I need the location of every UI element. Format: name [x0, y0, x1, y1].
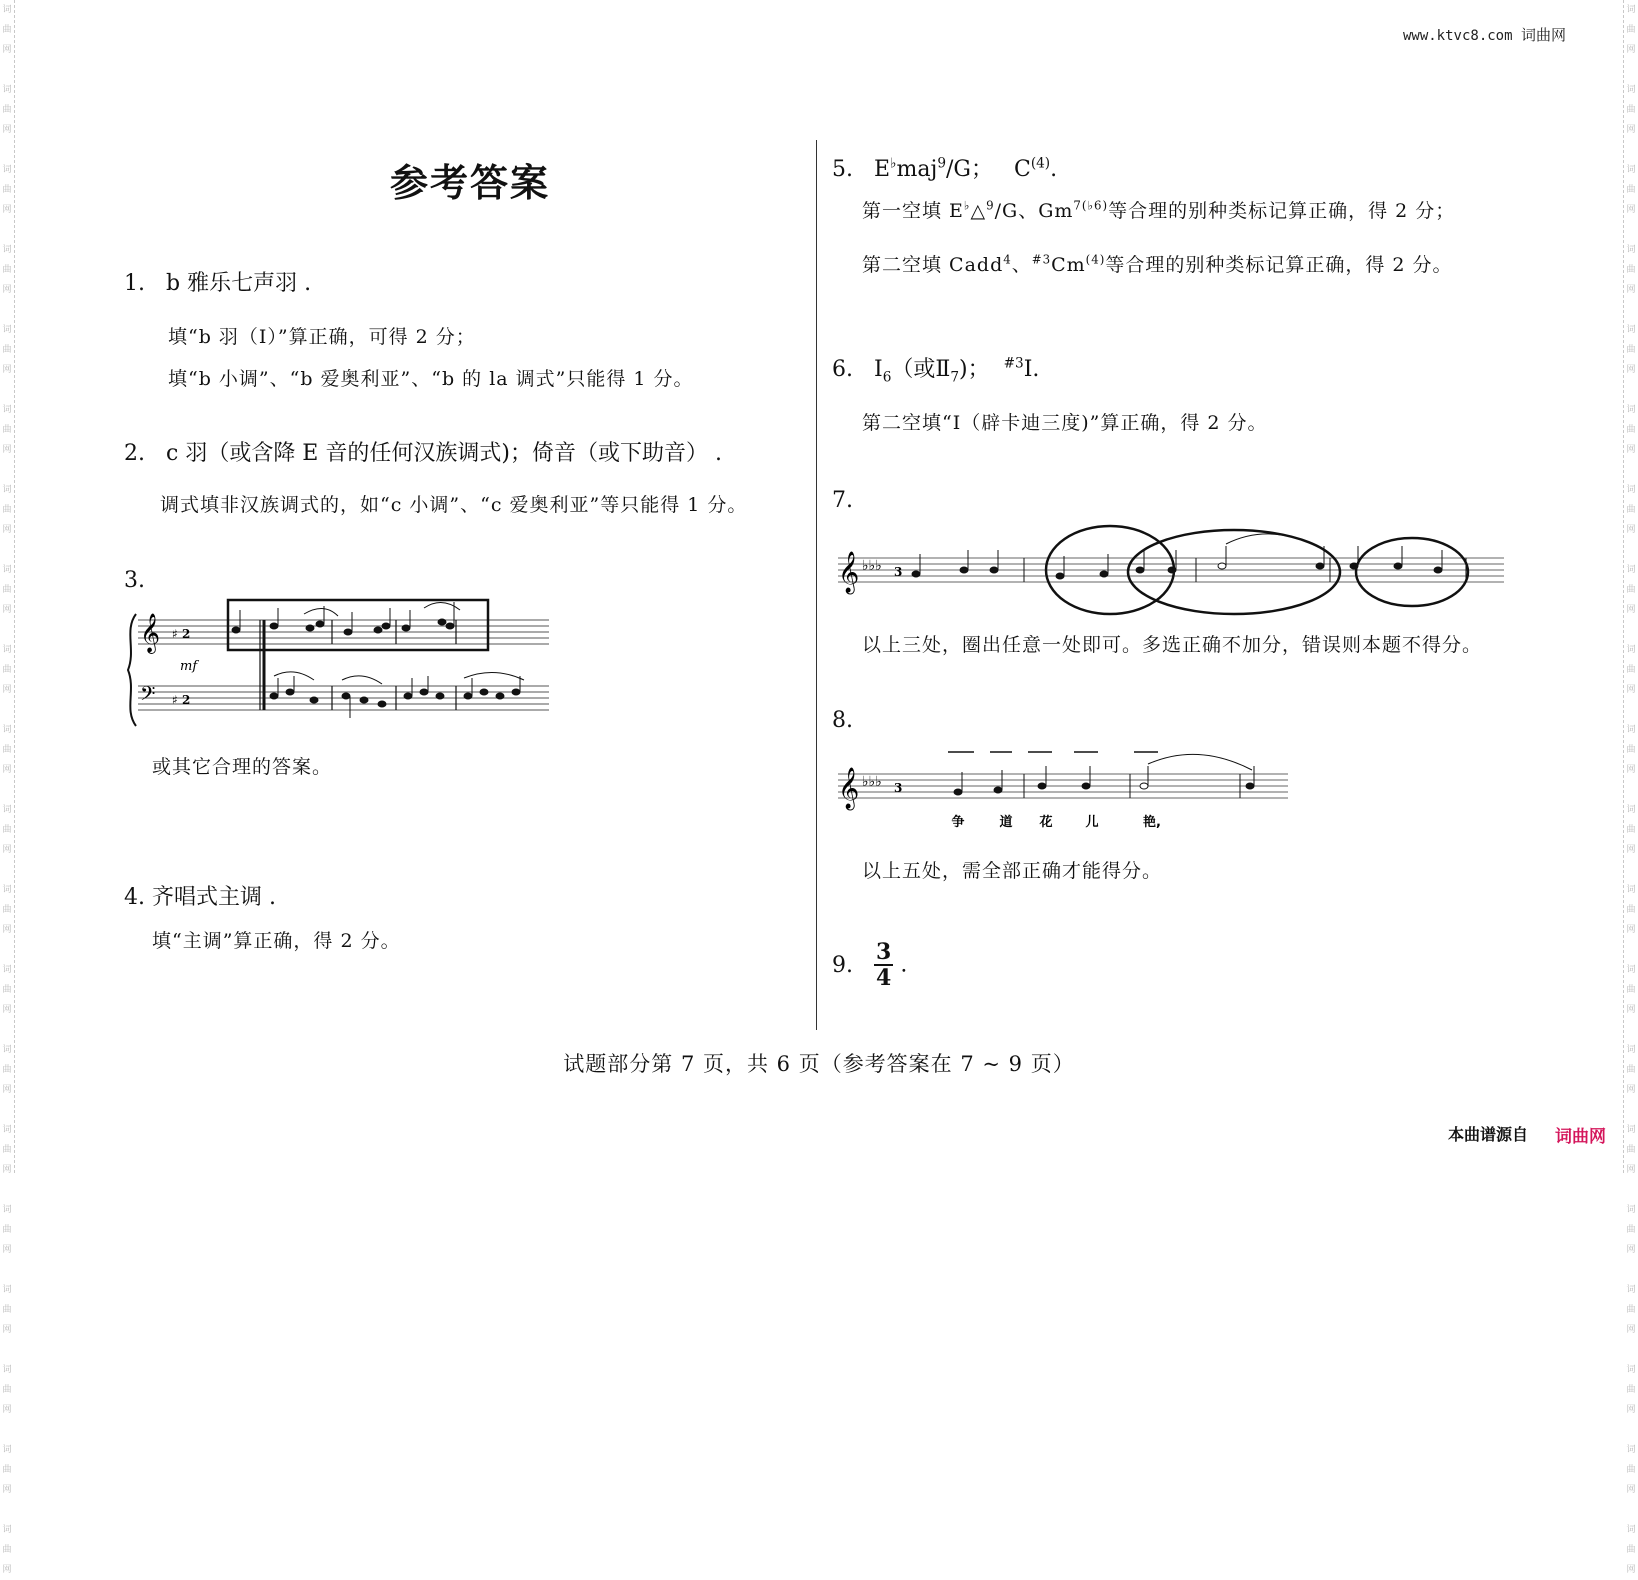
q4-answer-line: [124, 880, 276, 911]
q3-dynamic-mark: mf: [180, 659, 198, 674]
q4-end: .: [269, 885, 277, 910]
q1-end: .: [304, 271, 312, 296]
q8-treble-clef-icon: 𝄞: [838, 768, 860, 809]
q6-b-sharp: #3: [1003, 355, 1024, 372]
q8-note: 以上五处，需全部正确才能得分。: [862, 860, 1163, 882]
q2-end: .: [714, 441, 722, 466]
q6-number: 6.: [832, 357, 853, 382]
q5-a-root: E: [874, 157, 891, 182]
q2-number: 2.: [124, 441, 145, 466]
q5-a-flat: ♭: [890, 155, 897, 172]
q1-note-2: 填“b 小调”、“b 爱奥利亚”、“b 的 la 调式”只能得 1 分。: [168, 368, 694, 390]
barlines: [260, 620, 456, 710]
page-title: 参考答案: [390, 161, 551, 205]
q5-a-bass: /G；: [945, 157, 993, 182]
q6-b: Ⅰ: [1023, 357, 1033, 382]
q8-time-signature: 3: [894, 781, 903, 795]
site-url[interactable]: www.ktvc8.com: [1402, 28, 1513, 44]
q9-time-signature: $\frac{3}{4}$: [876, 939, 892, 991]
q6-end: .: [1032, 357, 1040, 382]
q7-number: 7.: [832, 488, 853, 513]
q8-notes: [954, 754, 1254, 795]
q1-answer: b 雅乐七声羽: [166, 271, 298, 296]
q6-a2-sub: 7: [950, 369, 960, 386]
q8-lyrics: [951, 814, 1160, 830]
q3-note-1: 或其它合理的答案。: [152, 756, 333, 778]
q5-b-root: C: [1013, 157, 1031, 182]
q5-b-ext: (4): [1030, 155, 1051, 172]
treble-notes: [232, 602, 460, 635]
q6-a1: Ⅰ: [874, 357, 883, 382]
q6-a-mid: （或Ⅱ: [891, 357, 951, 382]
treble-clef-icon: 𝄞: [140, 613, 161, 653]
site-name[interactable]: 词曲网: [1520, 26, 1566, 44]
grand-staff-brace: [128, 614, 136, 726]
q7-treble-clef-icon: 𝄞: [838, 552, 860, 593]
q8-number: 8.: [832, 708, 853, 733]
q3-number: 3.: [124, 568, 145, 593]
q4-note-1: 填“主调”算正确，得 2 分。: [152, 930, 401, 952]
q1-answer-line: [124, 266, 311, 297]
q7-circle-3: [1356, 538, 1468, 606]
time-sig-bass: ♯ 2: [172, 693, 191, 707]
q5-note-2: 第二空填 Cadd$^4$、$^{\#3}$Cm$^{(4)}$等合理的别种类标记算正确，得 2 分。: [862, 252, 1453, 276]
q4-answer: 齐唱式主调: [152, 885, 263, 910]
site-header: [1403, 24, 1566, 45]
q5-note-1: 第一空填 E♭△$^9$/G、$Gm^{7(♭6)}$等合理的别种类标记算正确，得 2 分；: [862, 198, 1456, 222]
q8-lyric-2: 花: [1039, 815, 1053, 830]
q1-number: 1.: [124, 271, 145, 296]
q8-staff: [838, 774, 1288, 798]
q7-melody-score: [838, 524, 1510, 616]
q5-end: .: [1050, 157, 1058, 182]
q6-a1-sub: 6: [882, 369, 892, 386]
bass-clef-icon: 𝄢: [140, 682, 156, 710]
q8-lyric-3: 儿: [1085, 815, 1099, 830]
q5-a-ext: 9: [937, 155, 946, 172]
q5-a-quality: maj: [896, 157, 938, 182]
q6-answer-line: [832, 352, 1039, 385]
page-footer: 试题部分第 7 页，共 6 页（参考答案在 7 ~ 9 页）: [563, 1052, 1075, 1076]
q7-circle-2: [1128, 530, 1340, 614]
q2-note-1: 调式填非汉族调式的，如“c 小调”、“c 爱奥利亚”等只能得 1 分。: [160, 494, 748, 516]
q5-number: 5.: [832, 157, 853, 182]
source-brand[interactable]: 词曲网: [1555, 1127, 1606, 1147]
q8-lyric-1: 道: [999, 815, 1013, 830]
q1-note-1: 填“b 羽（Ⅰ）”算正确，可得 2 分；: [168, 326, 476, 348]
q9-number: 9.: [832, 952, 853, 978]
q8-lyric-4: 艳,: [1143, 815, 1161, 830]
q8-melody-score: [838, 744, 1298, 834]
q4-number: 4.: [124, 885, 145, 910]
q8-key-signature: ♭♭♭: [862, 774, 882, 790]
q2-answer-line: [124, 436, 722, 467]
q7-time-signature: 3: [894, 565, 903, 579]
q6-a-close: )；: [959, 357, 990, 382]
column-divider: [816, 140, 817, 1030]
q2-answer: c 羽（或含降 E 音的任何汉族调式)；倚音（或下助音）: [166, 441, 708, 466]
q9-answer-line: [832, 940, 907, 990]
q7-note: 以上三处，圈出任意一处即可。多选正确不加分，错误则本题不得分。: [862, 634, 1483, 656]
q8-lyric-0: 争: [951, 815, 965, 830]
side-watermark-left: 词 曲 网 词 曲 网 词 曲 网 词 曲 网 词 曲 网 词 曲 网 词 曲 网 词 曲 网 词 曲 网 词 曲 网 词 曲 网 词 曲 网 词 曲 网 词 曲 网 词 曲 网 词 曲 网 词 曲 网 词 曲 网 词 曲 网 词 曲 网: [0, 0, 15, 1173]
q9-end: .: [900, 952, 908, 978]
bass-notes: [270, 672, 524, 718]
q6-note: 第二空填“Ⅰ（辟卡迪三度)”算正确，得 2 分。: [862, 412, 1268, 434]
q7-key-signature: ♭♭♭: [862, 558, 882, 574]
q5-answer-line: [832, 152, 1057, 183]
side-watermark-right: 词 曲 网 词 曲 网 词 曲 网 词 曲 网 词 曲 网 词 曲 网 词 曲 网 词 曲 网 词 曲 网 词 曲 网 词 曲 网 词 曲 网 词 曲 网 词 曲 网 词 曲 网 词 曲 网 词 曲 网 词 曲 网 词 曲 网 词 曲 网: [1623, 0, 1638, 1173]
time-sig-treble: ♯ 2: [172, 627, 191, 641]
q3-piano-score: [124, 600, 554, 740]
source-label: 本曲谱源自: [1447, 1125, 1528, 1144]
